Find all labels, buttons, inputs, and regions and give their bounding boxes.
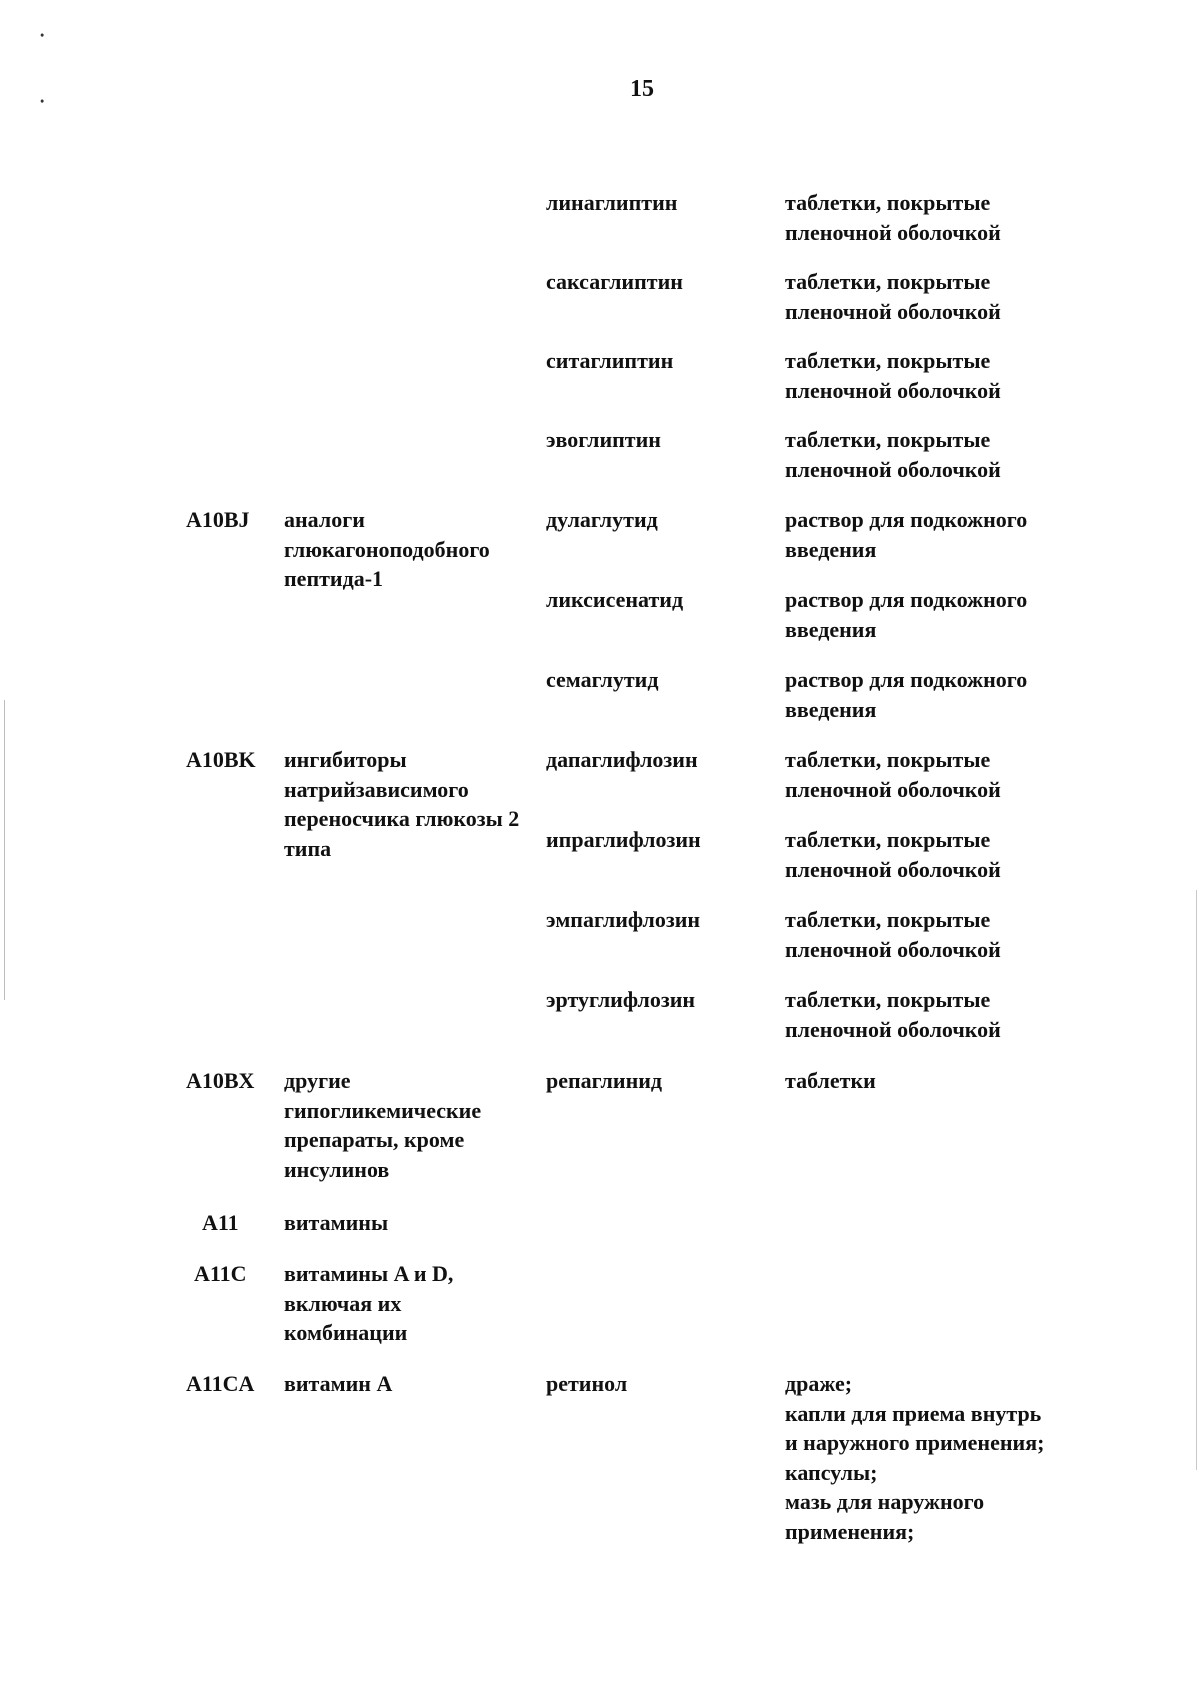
inn-name: репаглинид [546, 1068, 663, 1093]
dosage-form [785, 905, 1001, 964]
atc-group-line: витамин A [284, 1371, 393, 1396]
scan-mark: ꞏ [40, 95, 45, 110]
inn-name: ситаглиптин [546, 348, 674, 373]
atc-group-line: включая их [284, 1290, 402, 1316]
dosage-form-line: пленочной оболочкой [785, 377, 1001, 403]
inn-name: линаглиптин [546, 190, 678, 215]
dosage-form-line: таблетки, покрытые [785, 269, 991, 294]
atc-group-line: препараты, кроме [284, 1127, 465, 1152]
dosage-form-line: пленочной оболочкой [785, 856, 1001, 882]
dosage-form-line: капли для приема внутрь [785, 1400, 1042, 1426]
atc-group [284, 505, 490, 594]
dosage-form [785, 1369, 1044, 1546]
dosage-form [785, 267, 1001, 326]
dosage-form-line: введения [785, 536, 877, 562]
dosage-form-line: и наружного применения; [785, 1430, 1045, 1455]
atc-group-line: переносчика глюкозы 2 [284, 806, 520, 831]
inn-name: ликсисенатид [546, 587, 684, 612]
atc-group-line: другие [284, 1068, 351, 1093]
atc-code: A10BK [186, 747, 256, 772]
inn-name: семаглутид [546, 667, 659, 692]
scan-mark: ꞏ [40, 29, 45, 44]
atc-group-line: натрийзависимого [284, 776, 469, 802]
dosage-form-line: таблетки [785, 1068, 876, 1093]
atc-group [284, 1208, 388, 1238]
dosage-form-line: таблетки, покрытые [785, 190, 991, 215]
inn-name: эртуглифлозин [546, 987, 696, 1012]
scan-edge-line [4, 700, 5, 1000]
dosage-form-line: драже; [785, 1371, 853, 1396]
atc-group-line: аналоги [284, 507, 365, 532]
page-number: 15 [630, 76, 654, 102]
atc-code: A11 [202, 1210, 239, 1235]
dosage-form [785, 745, 1001, 804]
dosage-form-line: таблетки, покрытые [785, 827, 991, 852]
inn-name: эвоглиптин [546, 427, 661, 452]
dosage-form-line: введения [785, 616, 877, 642]
dosage-form-line: раствор для подкожного [785, 587, 1028, 612]
dosage-form-line: введения [785, 696, 877, 722]
dosage-form-line: пленочной оболочкой [785, 776, 1001, 802]
dosage-form [785, 505, 1027, 564]
dosage-form-line: таблетки, покрытые [785, 987, 991, 1012]
atc-group-line: пептида-1 [284, 566, 384, 591]
dosage-form-line: применения; [785, 1518, 915, 1544]
atc-code: A11C [194, 1261, 247, 1286]
atc-group-line: витамины A и D, [284, 1261, 454, 1286]
atc-group-line: инсулинов [284, 1156, 390, 1182]
atc-group-line: гипогликемические [284, 1097, 482, 1123]
atc-group [284, 1369, 392, 1399]
dosage-form-line: таблетки, покрытые [785, 348, 991, 373]
inn-name: саксаглиптин [546, 269, 683, 294]
atc-code: A10BJ [186, 507, 250, 532]
dosage-form [785, 985, 1001, 1044]
dosage-form-line: пленочной оболочкой [785, 1016, 1001, 1042]
inn-name: дапаглифлозин [546, 747, 698, 772]
inn-name: дулаглутид [546, 507, 658, 532]
atc-group-line: комбинации [284, 1320, 408, 1345]
dosage-form [785, 346, 1001, 405]
dosage-form [785, 188, 1001, 247]
dosage-form-line: раствор для подкожного [785, 667, 1028, 692]
atc-group-line: ингибиторы [284, 747, 407, 772]
atc-group-line: витамины [284, 1210, 389, 1235]
inn-name: ретинол [546, 1371, 628, 1396]
dosage-form-line: пленочной оболочкой [785, 298, 1001, 324]
dosage-form [785, 665, 1027, 724]
dosage-form-line: пленочной оболочкой [785, 219, 1001, 245]
atc-group [284, 1259, 453, 1348]
dosage-form-line: таблетки, покрытые [785, 907, 991, 932]
atc-group-line: типа [284, 835, 332, 861]
inn-name: эмпаглифлозин [546, 907, 701, 932]
dosage-form [785, 425, 1001, 484]
atc-code: A11CA [186, 1371, 255, 1396]
dosage-form-line: мазь для наружного [785, 1489, 985, 1514]
inn-name: ипраглифлозин [546, 827, 701, 852]
dosage-form-line: раствор для подкожного [785, 507, 1028, 532]
atc-code: A10BX [186, 1068, 255, 1093]
atc-group-line: глюкагоноподобного [284, 536, 490, 562]
dosage-form-line: таблетки, покрытые [785, 747, 991, 772]
dosage-form-line: пленочной оболочкой [785, 936, 1001, 962]
scan-edge-line [1196, 890, 1197, 1470]
dosage-form [785, 1066, 876, 1096]
atc-group [284, 745, 519, 863]
dosage-form-line: капсулы; [785, 1459, 878, 1485]
dosage-form-line: пленочной оболочкой [785, 456, 1001, 482]
dosage-form-line: таблетки, покрытые [785, 427, 991, 452]
atc-group [284, 1066, 481, 1184]
dosage-form [785, 585, 1027, 644]
dosage-form [785, 825, 1001, 884]
